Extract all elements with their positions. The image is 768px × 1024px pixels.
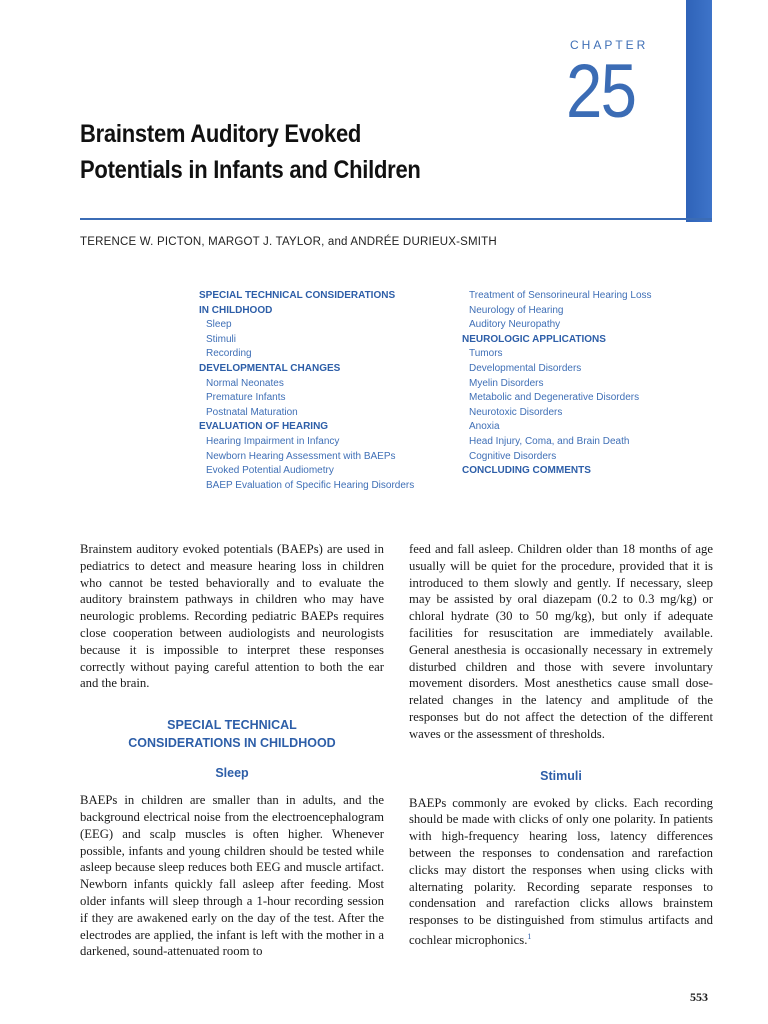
toc-item[interactable]: Neurotoxic Disorders: [469, 406, 563, 418]
toc-item[interactable]: Anoxia: [469, 421, 500, 433]
toc-heading[interactable]: EVALUATION OF HEARING: [199, 421, 329, 433]
toc-item[interactable]: Metabolic and Degenerative Disorders: [469, 392, 640, 404]
toc-item[interactable]: Newborn Hearing Assessment with BAEPs: [206, 450, 396, 462]
toc-item[interactable]: Myelin Disorders: [469, 377, 544, 389]
title-line-2: Potentials in Infants and Children: [80, 156, 421, 184]
sleep-paragraph-continued: feed and fall asleep. Children older than 18 months of age usually will be quiet for the procedure, provided that it is introduced to them slowly and gently. If necessary, sleep may be assisted by oral diazepam (0.2 to 0.3 mg/kg) or chloral hydrate (30 to 50 mg/kg), but only if adequate facilities for resuscitation are immediately available. General anesthesia is occasionally necessary in extremely disturbed children and those with severe involuntary movement disorders. Most anesthetics cause small dose-related changes in the latency and amplitude of the responses but do not affect the detection of the different waves or the assessment of thresholds.: [409, 542, 713, 741]
subsection-heading-stimuli: Stimuli: [540, 768, 582, 783]
toc-item[interactable]: Tumors: [469, 348, 503, 360]
intro-paragraph: Brainstem auditory evoked potentials (BAEPs) are used in pediatrics to detect and measure hearing loss in children who cannot be tested behaviorally and to evaluate the auditory brainstem pathways in children who may have neurologic problems. Recording pediatric BAEPs requires close cooperation between audiologists and neurologists because it is impossible to interpret these responses correctly without paying careful attention to both the ear and the brain.: [80, 542, 384, 691]
title-line-1: Brainstem Auditory Evoked: [80, 120, 362, 148]
toc-item[interactable]: Treatment of Sensorineural Hearing Loss: [469, 290, 652, 301]
toc-item[interactable]: Postnatal Maturation: [206, 406, 298, 418]
section-heading-line-1: SPECIAL TECHNICAL: [167, 718, 297, 733]
section-heading: [80, 716, 384, 752]
toc-right-column: [462, 289, 702, 479]
chapter-color-bar: [686, 0, 712, 222]
toc-item[interactable]: Head Injury, Coma, and Brain Death: [469, 435, 630, 447]
toc-heading[interactable]: SPECIAL TECHNICAL CONSIDERATIONS: [199, 290, 396, 301]
body-column-left: [80, 541, 384, 960]
toc-item[interactable]: Recording: [206, 348, 252, 360]
toc-item[interactable]: Premature Infants: [206, 392, 286, 404]
toc-item[interactable]: Normal Neonates: [206, 377, 284, 389]
toc-item[interactable]: Cognitive Disorders: [469, 450, 557, 462]
toc-heading[interactable]: CONCLUDING COMMENTS: [462, 465, 591, 477]
toc-item[interactable]: Auditory Neuropathy: [469, 319, 561, 331]
page-number: 553: [690, 990, 708, 1004]
sleep-paragraph: BAEPs in children are smaller than in adults, and the background electrical noise from the electroencephalogram (EEG) and scalp muscles is often higher. Whenever possible, infants and young children should be tested while asleep because sleep reduces both EEG and muscle artifact. Newborn infants quickly fall asleep after feeding. Most older infants will sleep through a 1-hour recording session if they are awakened early on the day of the test. After the electrodes are applied, the infant is left with the mother in a darkened, sound-attenuated room to: [80, 793, 384, 959]
section-heading-line-2: CONSIDERATIONS IN CHILDHOOD: [128, 736, 336, 751]
toc-left-column: [199, 289, 439, 493]
stimuli-text: BAEPs commonly are evoked by clicks. Each recording should be made with clicks of only one polarity. In patients with high-frequency hearing loss, latency differences between the responses to condensation and rarefaction clicks may distort the responses when using clicks with alternating polarity. Recording separate responses to condensation and rarefaction clicks allows brainstem responses to be distinguished from stimulus artifacts and cochlear microphonics.: [409, 795, 713, 948]
toc-item[interactable]: Developmental Disorders: [469, 362, 582, 374]
chapter-number: 25: [566, 49, 636, 134]
body-column-right: [409, 541, 713, 949]
toc-item[interactable]: Hearing Impairment in Infancy: [206, 435, 340, 447]
title-rule: [80, 218, 712, 220]
toc-item[interactable]: Neurology of Hearing: [469, 304, 564, 316]
toc-item[interactable]: BAEP Evaluation of Specific Hearing Disorders: [206, 479, 415, 491]
toc-heading[interactable]: DEVELOPMENTAL CHANGES: [199, 362, 341, 374]
stimuli-paragraph: [409, 795, 713, 949]
chapter-label: CHAPTER: [570, 38, 649, 52]
toc-item[interactable]: Stimuli: [206, 333, 237, 345]
chapter-title: [80, 116, 494, 188]
subsection-heading-sleep: Sleep: [215, 766, 249, 781]
toc-item[interactable]: Sleep: [206, 319, 232, 331]
toc-item[interactable]: Evoked Potential Audiometry: [206, 465, 334, 477]
authors: TERENCE W. PICTON, MARGOT J. TAYLOR, and ANDRÉE DURIEUX-SMITH: [80, 236, 497, 248]
reference-marker[interactable]: 1: [527, 931, 532, 941]
toc-heading[interactable]: IN CHILDHOOD: [199, 304, 273, 316]
toc-heading[interactable]: NEUROLOGIC APPLICATIONS: [462, 333, 606, 345]
